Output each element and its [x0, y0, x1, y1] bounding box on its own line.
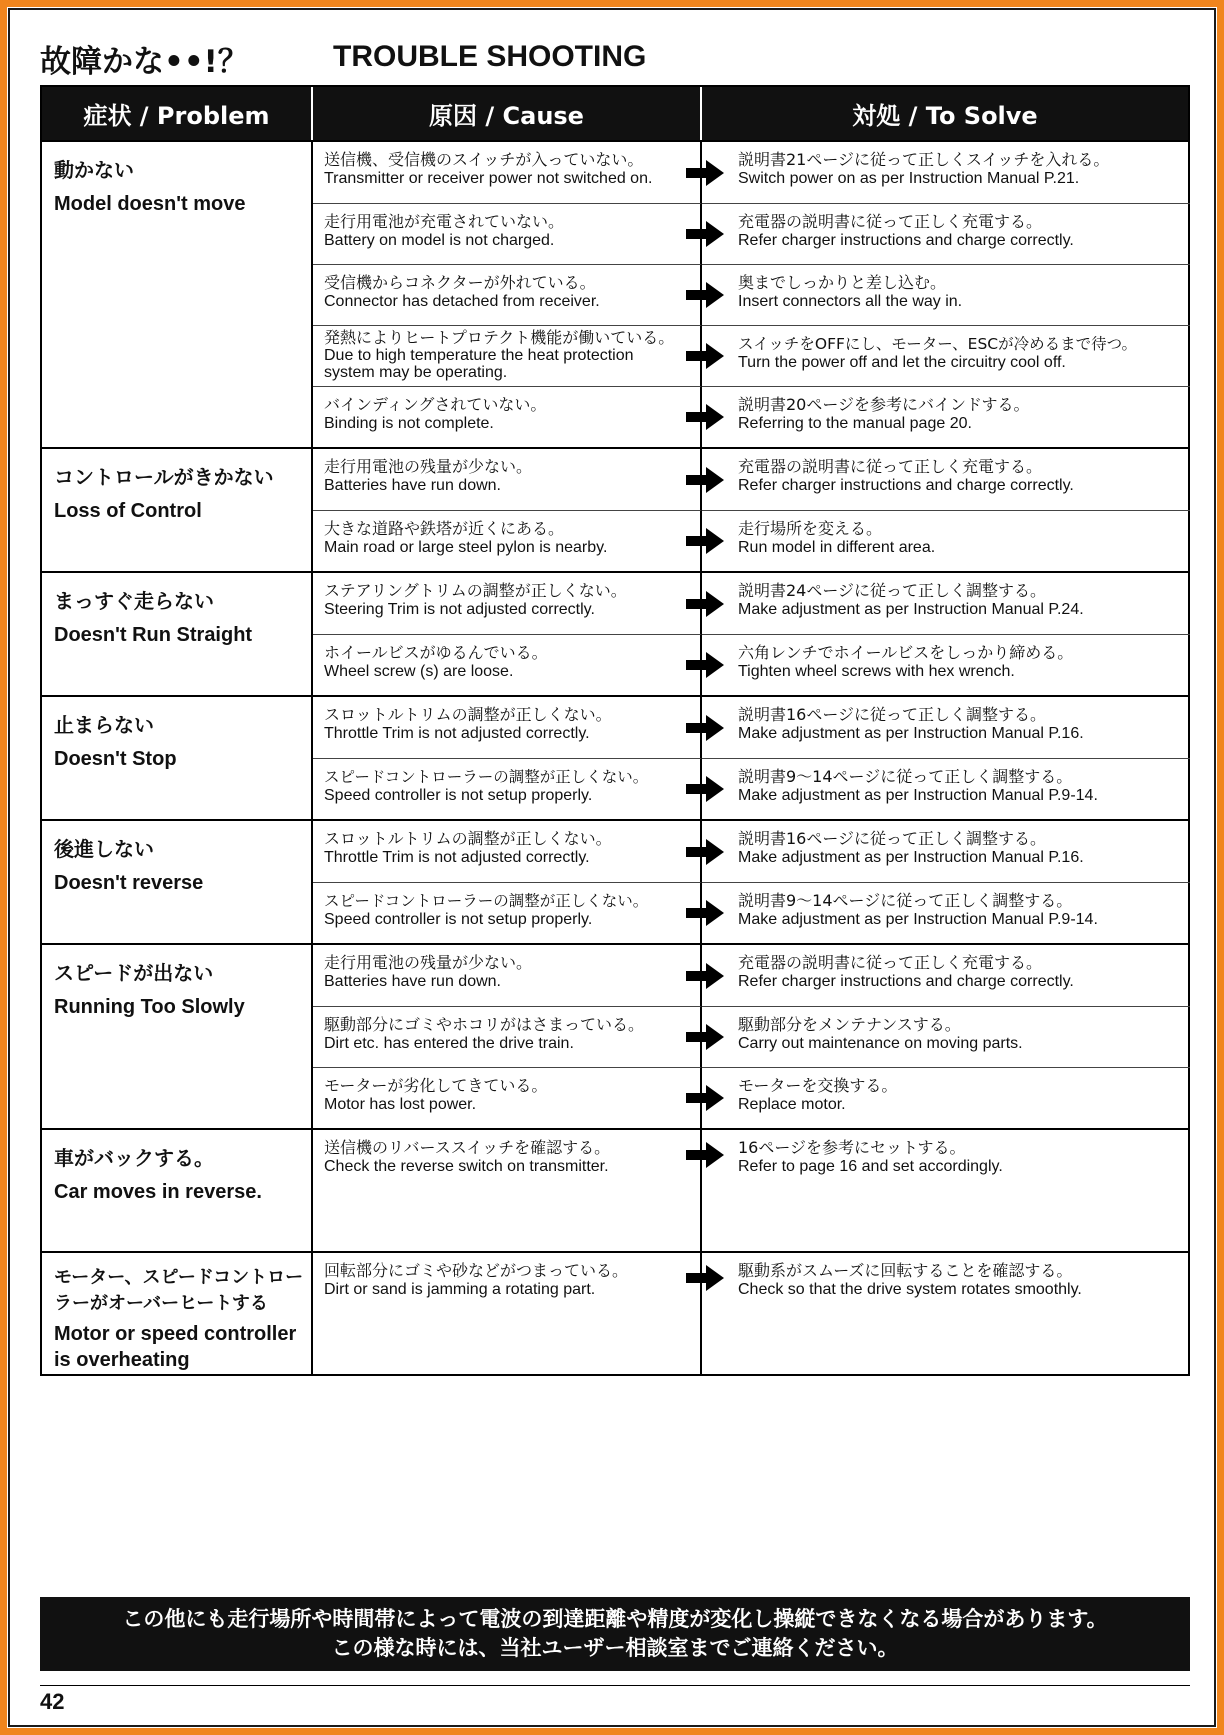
problem-group	[42, 447, 1188, 571]
problem-jp: 後進しない	[54, 837, 154, 861]
problem-cell	[42, 821, 311, 943]
problem-jp: 車がバックする。	[54, 1146, 214, 1170]
header-problem: 症状 / Problem	[83, 102, 270, 130]
solve-cell	[702, 510, 1190, 571]
cause-jp: スピードコントローラーの調整が正しくない。	[324, 768, 649, 786]
solve-en: Refer charger instructions and charge correctly.	[738, 973, 1074, 990]
table-row	[313, 1006, 1190, 1067]
cause-cell	[313, 882, 702, 943]
page-title-jp: 故障かな••!？	[40, 44, 249, 80]
table-row	[313, 449, 1190, 510]
solve-en: Make adjustment as per Instruction Manual P.24.	[738, 601, 1084, 618]
solve-cell	[702, 1067, 1190, 1128]
table-row	[313, 821, 1190, 882]
solve-en: Turn the power off and let the circuitry cool off.	[738, 354, 1066, 371]
arrow-right-icon	[686, 1024, 724, 1050]
solve-cell	[702, 758, 1190, 819]
cause-cell	[313, 386, 702, 447]
cause-en: Dirt or sand is jamming a rotating part.	[324, 1281, 596, 1298]
solve-en: Refer charger instructions and charge correctly.	[738, 232, 1074, 249]
problem-en: Motor or speed controller is overheating	[54, 1323, 297, 1371]
cause-en: Batteries have run down.	[324, 477, 501, 494]
solve-jp: 説明書24ページに従って正しく調整する。	[738, 581, 1047, 600]
solve-jp: モーターを交換する。	[738, 1076, 898, 1095]
cause-cell	[313, 697, 702, 758]
table-row	[313, 325, 1190, 386]
arrow-right-icon	[686, 652, 724, 678]
solve-jp: 駆動部分をメンテナンスする。	[738, 1015, 961, 1034]
cause-jp: 走行用電池が充電されていない。	[324, 212, 565, 231]
problem-cell	[42, 1130, 311, 1251]
solve-jp: 駆動系がスムーズに回転することを確認する。	[738, 1261, 1073, 1280]
table-row	[313, 1067, 1190, 1128]
solve-en: Switch power on as per Instruction Manual P.21.	[738, 170, 1080, 187]
cause-en: Check the reverse switch on transmitter.	[324, 1158, 609, 1175]
solve-cell	[702, 697, 1190, 758]
table-row	[313, 634, 1190, 695]
solve-en: Make adjustment as per Instruction Manual P.9-14.	[738, 787, 1098, 804]
arrow-right-icon	[686, 404, 724, 430]
solve-en: Make adjustment as per Instruction Manual P.16.	[738, 725, 1084, 742]
cause-en: Steering Trim is not adjusted correctly.	[324, 601, 595, 618]
cause-jp: 回転部分にゴミや砂などがつまっている。	[324, 1261, 629, 1280]
cause-jp: スロットルトリムの調整が正しくない。	[324, 829, 612, 848]
table-row	[313, 386, 1190, 447]
cause-jp: ステアリングトリムの調整が正しくない。	[324, 581, 627, 600]
solve-en: Tighten wheel screws with hex wrench.	[738, 663, 1015, 680]
cause-en: Motor has lost power.	[324, 1096, 477, 1113]
cause-cell	[313, 449, 702, 510]
problem-en: Doesn't Stop	[54, 748, 177, 770]
problem-jp: コントロールがきかない	[54, 465, 274, 489]
problem-cell	[42, 449, 311, 571]
solve-jp: 奥までしっかりと差し込む。	[738, 273, 947, 292]
cause-en: Transmitter or receiver power not switched on.	[324, 170, 653, 187]
solve-en: Insert connectors all the way in.	[738, 293, 963, 310]
solve-cell	[702, 325, 1190, 386]
problem-en: Doesn't reverse	[54, 872, 204, 894]
solve-cell	[702, 386, 1190, 447]
solve-en: Refer charger instructions and charge correctly.	[738, 477, 1074, 494]
cause-jp: 送信機、受信機のスイッチが入っていない。	[324, 150, 644, 169]
arrow-right-icon	[686, 963, 724, 989]
solve-jp: スイッチをOFFにし、モーター、ESCが冷めるまで待つ。	[738, 335, 1138, 353]
table-row	[313, 758, 1190, 819]
solve-jp: 六角レンチでホイールビスをしっかり締める。	[738, 643, 1074, 662]
cause-en: Connector has detached from receiver.	[324, 293, 600, 310]
solve-cell	[702, 142, 1190, 203]
cause-en: Dirt etc. has entered the drive train.	[324, 1035, 574, 1052]
table-header	[42, 87, 1188, 140]
cause-jp: 走行用電池の残量が少ない。	[324, 457, 533, 476]
table-row	[313, 510, 1190, 571]
cause-cell	[313, 945, 702, 1006]
problem-en: Loss of Control	[54, 500, 202, 522]
cause-en: Throttle Trim is not adjusted correctly.	[324, 725, 590, 742]
cause-jp: 受信機からコネクターが外れている。	[324, 273, 596, 292]
arrow-right-icon	[686, 282, 724, 308]
cause-jp: バインディングされていない。	[324, 395, 547, 414]
footer-divider	[40, 1685, 1190, 1686]
solve-cell	[702, 1253, 1190, 1374]
arrow-right-icon	[686, 221, 724, 247]
solve-en: Carry out maintenance on moving parts.	[738, 1035, 1023, 1052]
solve-jp: 説明書9～14ページに従って正しく調整する。	[738, 767, 1073, 786]
solve-cell	[702, 264, 1190, 325]
solve-jp: 説明書16ページに従って正しく調整する。	[738, 705, 1047, 724]
cause-rows	[311, 945, 1190, 1128]
solve-cell	[702, 945, 1190, 1006]
cause-jp: スピードコントローラーの調整が正しくない。	[324, 892, 649, 910]
problem-cell	[42, 1253, 311, 1374]
solve-jp: 走行場所を変える。	[738, 519, 883, 538]
cause-rows	[311, 142, 1190, 447]
solve-jp: 充電器の説明書に従って正しく充電する。	[738, 212, 1043, 231]
arrow-right-icon	[686, 1085, 724, 1111]
cause-en: Wheel screw (s) are loose.	[324, 663, 514, 680]
cause-cell	[313, 821, 702, 882]
arrow-right-icon	[686, 776, 724, 802]
cause-en: Throttle Trim is not adjusted correctly.	[324, 849, 590, 866]
solve-en: Refer to page 16 and set accordingly.	[738, 1158, 1003, 1175]
arrow-right-icon	[686, 528, 724, 554]
solve-jp: 説明書16ページに従って正しく調整する。	[738, 829, 1047, 848]
cause-cell	[313, 1130, 702, 1251]
problem-group	[42, 1128, 1188, 1251]
table-row	[313, 882, 1190, 943]
solve-cell	[702, 573, 1190, 634]
table-row	[313, 1130, 1190, 1251]
arrow-right-icon	[686, 900, 724, 926]
cause-cell	[313, 1006, 702, 1067]
problem-en: Doesn't Run Straight	[54, 624, 253, 646]
solve-jp: 説明書9～14ページに従って正しく調整する。	[738, 891, 1073, 910]
cause-cell	[313, 573, 702, 634]
solve-en: Replace motor.	[738, 1096, 846, 1113]
solve-cell	[702, 449, 1190, 510]
notice-line-2: この様な時には、当社ユーザー相談室までご連絡ください。	[331, 1636, 899, 1660]
notice-banner	[40, 1597, 1190, 1671]
arrow-right-icon	[686, 467, 724, 493]
problem-group	[42, 571, 1188, 695]
table-row	[313, 1253, 1190, 1374]
problem-group	[42, 819, 1188, 943]
notice-line-1: この他にも走行場所や時間帯によって電波の到達距離や精度が変化し操縦できなくなる場合があります。	[122, 1607, 1108, 1631]
problem-jp: 動かない	[54, 158, 134, 182]
problem-cell	[42, 697, 311, 819]
cause-en: Batteries have run down.	[324, 973, 501, 990]
cause-cell	[313, 203, 702, 264]
header-cause: 原因 / Cause	[311, 87, 700, 140]
troubleshooting-table	[40, 85, 1190, 1376]
cause-jp: 発熱によりヒートプロテクト機能が働いている。	[324, 328, 675, 347]
cause-en: Battery on model is not charged.	[324, 232, 555, 249]
problem-group	[42, 1251, 1188, 1374]
solve-en: Run model in different area.	[738, 539, 936, 556]
problem-en: Running Too Slowly	[54, 996, 245, 1018]
cause-cell	[313, 510, 702, 571]
problem-jp: 止まらない	[54, 713, 154, 737]
arrow-right-icon	[686, 160, 724, 186]
solve-cell	[702, 1130, 1190, 1251]
cause-rows	[311, 821, 1190, 943]
arrow-right-icon	[686, 839, 724, 865]
cause-rows	[311, 1130, 1190, 1251]
cause-jp: スロットルトリムの調整が正しくない。	[324, 705, 612, 724]
solve-cell	[702, 203, 1190, 264]
cause-jp: 駆動部分にゴミやホコリがはさまっている。	[324, 1015, 645, 1034]
cause-cell	[313, 758, 702, 819]
problem-cell	[42, 142, 311, 447]
cause-jp: 大きな道路や鉄塔が近くにある。	[324, 519, 565, 538]
problem-cell	[42, 945, 311, 1128]
cause-cell	[313, 1253, 702, 1374]
cause-cell	[313, 264, 702, 325]
cause-cell	[313, 634, 702, 695]
page-title-en: TROUBLE SHOOTING	[333, 40, 647, 73]
problem-jp: スピードが出ない	[54, 961, 214, 985]
solve-jp: 説明書21ページに従って正しくスイッチを入れる。	[738, 150, 1110, 169]
cause-cell	[313, 325, 702, 386]
page-number: 42	[40, 1689, 65, 1714]
cause-jp: 送信機のリバーススイッチを確認する。	[324, 1138, 611, 1157]
cause-en: Speed controller is not setup properly.	[324, 911, 593, 928]
header-solve: 対処 / To Solve	[700, 87, 1188, 140]
cause-en: Binding is not complete.	[324, 415, 494, 432]
cause-jp: ホイールビスがゆるんでいる。	[324, 643, 548, 662]
table-row	[313, 142, 1190, 203]
cause-rows	[311, 1253, 1190, 1374]
table-row	[313, 203, 1190, 264]
solve-jp: 充電器の説明書に従って正しく充電する。	[738, 457, 1043, 476]
solve-jp: 説明書20ページを参考にバインドする。	[738, 395, 1030, 414]
solve-cell	[702, 821, 1190, 882]
cause-rows	[311, 573, 1190, 695]
solve-en: Referring to the manual page 20.	[738, 415, 972, 432]
cause-rows	[311, 449, 1190, 571]
problem-en: Car moves in reverse.	[54, 1181, 262, 1203]
cause-en: Due to high temperature the heat protection system may be operating.	[324, 347, 634, 381]
problem-jp: モーター、スピードコントローラーがオーバーヒートする	[54, 1267, 304, 1314]
solve-cell	[702, 1006, 1190, 1067]
cause-rows	[311, 697, 1190, 819]
cause-en: Speed controller is not setup properly.	[324, 787, 593, 804]
cause-en: Main road or large steel pylon is nearby.	[324, 539, 608, 556]
solve-cell	[702, 634, 1190, 695]
problem-en: Model doesn't move	[54, 193, 246, 215]
cause-jp: モーターが劣化してきている。	[324, 1076, 548, 1095]
problem-jp: まっすぐ走らない	[54, 589, 214, 613]
table-row	[313, 945, 1190, 1006]
cause-jp: 走行用電池の残量が少ない。	[324, 953, 533, 972]
solve-jp: 充電器の説明書に従って正しく充電する。	[738, 953, 1043, 972]
arrow-right-icon	[686, 1265, 724, 1291]
arrow-right-icon	[686, 591, 724, 617]
table-row	[313, 573, 1190, 634]
arrow-right-icon	[686, 715, 724, 741]
problem-group	[42, 140, 1188, 447]
arrow-right-icon	[686, 343, 724, 369]
arrow-right-icon	[686, 1142, 724, 1168]
problem-group	[42, 695, 1188, 819]
solve-en: Make adjustment as per Instruction Manual P.16.	[738, 849, 1084, 866]
cause-cell	[313, 1067, 702, 1128]
problem-group	[42, 943, 1188, 1128]
solve-en: Check so that the drive system rotates smoothly.	[738, 1281, 1082, 1298]
solve-cell	[702, 882, 1190, 943]
cause-cell	[313, 142, 702, 203]
solve-en: Make adjustment as per Instruction Manual P.9-14.	[738, 911, 1098, 928]
solve-jp: 16ページを参考にセットする。	[738, 1138, 966, 1157]
table-row	[313, 697, 1190, 758]
problem-cell	[42, 573, 311, 695]
table-row	[313, 264, 1190, 325]
